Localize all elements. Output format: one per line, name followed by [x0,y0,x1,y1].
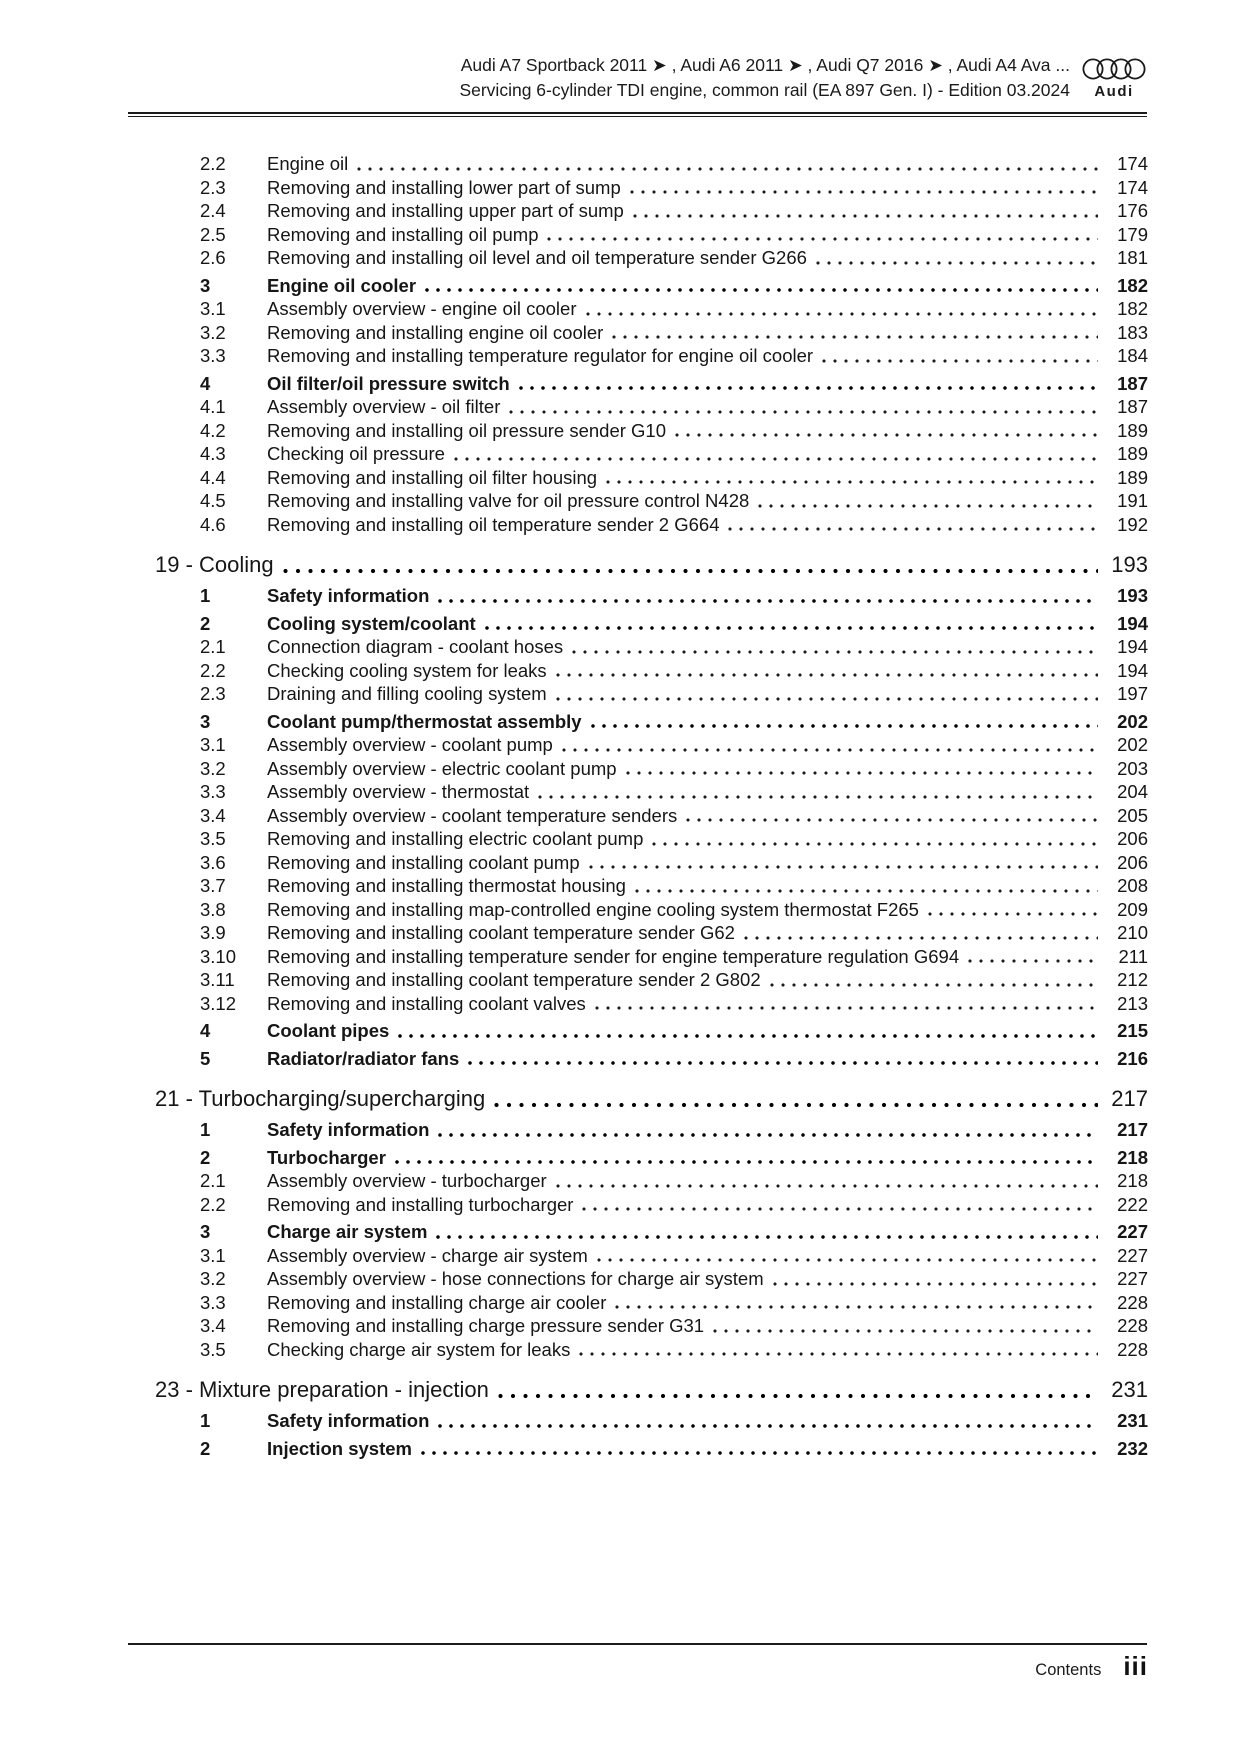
dot-leader [425,287,1098,293]
toc-entry-page: 194 [1117,636,1148,657]
toc-entry-number: 2.1 [200,1170,226,1191]
toc-entry-title: Checking cooling system for leaks [267,659,547,681]
dot-leader [556,1183,1098,1189]
toc-entry-page: 176 [1117,200,1148,221]
toc-entry-page: 174 [1117,176,1148,198]
toc-entry-title: 21 - Turbocharging/supercharging [155,1086,486,1111]
toc-entry-page: 194 [1117,612,1148,634]
toc-entry-page: 174 [1117,153,1148,174]
toc-row[interactable] [128,659,1148,683]
toc-entry-number: 2.3 [200,176,226,198]
toc-entry-page: 215 [1117,1020,1148,1041]
toc-row[interactable] [128,874,1148,898]
toc-entry-number: 3.2 [200,757,226,779]
toc-entry-page: 222 [1117,1193,1148,1215]
toc-entry-number: 3.1 [200,1244,226,1266]
toc-entry-title: Checking oil pressure [267,443,445,464]
toc-row[interactable] [128,442,1148,466]
toc-row[interactable] [128,584,1148,608]
toc-entry-page: 192 [1117,513,1148,535]
dot-leader [509,409,1098,415]
toc-entry-number: 2.2 [200,153,226,174]
dot-leader [822,358,1098,364]
dot-leader [398,1033,1098,1039]
dot-leader [773,1281,1098,1287]
toc-entry-number: 2 [200,612,211,634]
dot-leader [436,1234,1098,1240]
toc-row[interactable] [128,344,1148,368]
toc-entry-page: 217 [1111,1086,1148,1111]
toc-entry-page: 189 [1117,419,1148,441]
dot-leader [591,723,1098,729]
toc-entry-number: 2.3 [200,683,226,704]
toc-entry-number: 3 [200,274,211,296]
toc-entry-title: Engine oil cooler [267,274,417,296]
dot-leader [498,1393,1098,1399]
toc-entry-title: Removing and installing coolant valves [267,992,586,1014]
toc-entry-title: Removing and installing coolant temperature sender 2 G802 [267,969,761,990]
toc-entry-title: Assembly overview - oil filter [267,396,501,417]
toc-row[interactable] [128,945,1148,969]
dot-leader [612,334,1098,340]
toc-row[interactable] [128,372,1148,396]
dot-leader [633,213,1098,219]
toc-entry-page: 212 [1117,969,1148,990]
toc-entry-number: 1 [200,1119,211,1140]
audi-rings-icon [1080,56,1148,82]
toc-entry-title: Assembly overview - thermostat [267,781,530,802]
toc-entry-page: 208 [1117,875,1148,896]
toc-entry-title: Checking charge air system for leaks [267,1338,571,1360]
toc-row[interactable] [128,635,1148,659]
toc-row[interactable] [128,921,1148,945]
toc-row[interactable] [128,1437,1148,1461]
toc-entry-number: 3.6 [200,851,226,873]
toc-row[interactable] [128,682,1148,706]
toc-entry-number: 3.9 [200,922,226,943]
toc-entry-title: Connection diagram - coolant hoses [267,636,564,657]
toc-row[interactable] [128,489,1148,513]
toc-entry-title: Removing and installing charge air cooler [267,1291,607,1313]
toc-entry-number: 3.12 [200,992,237,1014]
dot-leader [626,770,1098,776]
toc-entry-page: 184 [1117,345,1148,366]
toc-entry-number: 3.3 [200,781,226,802]
toc-entry-number: 2.1 [200,636,226,657]
toc-entry-number: 2.2 [200,659,226,681]
dot-leader [582,1206,1098,1212]
toc-entry-title: Removing and installing electric coolant pump [267,828,644,849]
toc-row[interactable] [128,1084,1148,1114]
toc-row[interactable] [128,1146,1148,1170]
toc-entry-title: Oil filter/oil pressure switch [267,372,510,394]
toc-row[interactable] [128,1244,1148,1268]
toc-entry-title: Injection system [267,1437,412,1459]
toc-entry-title: Assembly overview - coolant temperature senders [267,804,678,826]
dot-leader [816,260,1098,266]
dot-leader [595,1005,1098,1011]
dot-leader [597,1257,1098,1263]
dot-leader [758,503,1098,509]
toc-entry-page: 194 [1117,659,1148,681]
dot-leader [519,385,1098,391]
toc-entry-title: Cooling system/coolant [267,612,476,634]
toc-entry-title: Removing and installing oil filter housing [267,466,598,488]
toc-row[interactable] [128,757,1148,781]
toc-entry-number: 3.11 [200,969,235,990]
toc-entry-title: Radiator/radiator fans [267,1047,460,1069]
toc-row[interactable] [128,321,1148,345]
toc-entry-number: 4.3 [200,443,226,464]
dot-leader [968,958,1098,964]
toc-entry-number: 3.5 [200,828,226,849]
footer-page-number: iii [1123,1651,1148,1681]
toc-entry-number: 3.1 [200,734,226,755]
toc-row[interactable] [128,1375,1148,1405]
toc-row[interactable] [128,612,1148,636]
toc-entry-title: Removing and installing engine oil cooler [267,321,604,343]
dot-leader [438,1132,1098,1138]
toc-entry-page: 189 [1117,443,1148,464]
toc-entry-number: 3.2 [200,1268,226,1289]
toc-entry-page: 193 [1111,552,1148,577]
toc-entry-number: 4 [200,1020,211,1041]
dot-leader [421,1450,1098,1456]
toc-entry-page: 182 [1117,298,1148,319]
toc-row[interactable] [128,968,1148,992]
dot-leader [615,1304,1098,1310]
dot-leader [630,189,1098,195]
toc-row[interactable] [128,733,1148,757]
toc-entry-number: 4.1 [200,396,226,417]
toc-entry-page: 216 [1117,1047,1148,1069]
toc-entry-title: Removing and installing temperature sender for engine temperature regulation G694 [267,945,960,967]
dot-leader [770,982,1098,988]
toc-entry-number: 1 [200,585,211,606]
toc-entry-page: 197 [1117,683,1148,704]
toc-entry-page: 205 [1117,804,1148,826]
toc-entry-title: Removing and installing charge pressure sender G31 [267,1315,705,1336]
toc-entry-title: 23 - Mixture preparation - injection [155,1377,489,1402]
toc-entry-title: Removing and installing valve for oil pressure control N428 [267,490,750,511]
toc-entry-number: 1 [200,1410,211,1431]
toc-entry-title: Safety information [267,585,430,606]
dot-leader [635,888,1098,894]
toc-row[interactable] [128,992,1148,1016]
toc-entry-page: 232 [1117,1437,1148,1459]
dot-leader [395,1159,1098,1165]
toc-entry-number: 3.8 [200,898,226,920]
toc-row[interactable] [128,395,1148,419]
dot-leader [357,166,1098,172]
toc-row[interactable] [128,1267,1148,1291]
toc-row[interactable] [128,1291,1148,1315]
toc-entry-page: 228 [1117,1291,1148,1313]
toc-row[interactable] [128,550,1148,580]
toc-entry-title: Removing and installing oil pressure sender G10 [267,419,666,441]
toc-entry-page: 182 [1117,274,1148,296]
toc-entry-page: 183 [1117,321,1148,343]
toc-entry-title: Removing and installing oil pump [267,223,539,245]
dot-leader [547,236,1098,242]
toc-entry-title: Engine oil [267,153,349,174]
toc-row[interactable] [128,827,1148,851]
footer-section-label: Contents [1035,1661,1102,1679]
toc-entry-number: 5 [200,1047,211,1069]
toc-entry-page: 227 [1117,1244,1148,1266]
toc-entry-title: Removing and installing lower part of sump [267,176,621,198]
toc-entry-title: Removing and installing oil level and oil temperature sender G266 [267,247,807,268]
toc-entry-page: 193 [1117,585,1148,606]
toc-list [128,152,1148,1460]
dot-leader [579,1351,1098,1357]
toc-entry-page: 203 [1117,757,1148,779]
dot-leader [556,696,1098,702]
toc-entry-page: 227 [1117,1221,1148,1242]
dot-leader [283,568,1098,574]
toc-entry-title: 19 - Cooling [155,552,274,577]
toc-row[interactable] [128,1338,1148,1362]
toc-row[interactable] [128,898,1148,922]
toc-entry-number: 3.4 [200,1315,226,1336]
toc-entry-number: 2 [200,1146,211,1168]
dot-leader [538,794,1098,800]
toc-row[interactable] [128,780,1148,804]
dot-leader [675,432,1098,438]
dot-leader [606,479,1098,485]
toc-entry-page: 206 [1117,828,1148,849]
dot-leader [928,911,1098,917]
toc-entry-number: 3.4 [200,804,226,826]
toc-entry-page: 204 [1117,781,1148,802]
toc-entry-page: 218 [1117,1146,1148,1168]
toc-row[interactable] [128,1409,1148,1433]
toc-row[interactable] [128,297,1148,321]
toc-entry-number: 2 [200,1437,211,1459]
dot-leader [572,649,1098,655]
toc-entry-title: Removing and installing thermostat housing [267,875,626,896]
dot-leader [589,864,1098,870]
toc-entry-title: Removing and installing oil temperature sender 2 G664 [267,513,720,535]
toc-row[interactable] [128,513,1148,537]
toc-row[interactable] [128,274,1148,298]
toc-entry-number: 2.2 [200,1193,226,1215]
toc-entry-page: 191 [1117,490,1148,511]
dot-leader [562,747,1098,753]
toc-entry-title: Assembly overview - engine oil cooler [267,298,577,319]
toc-row[interactable] [128,1118,1148,1142]
toc-entry-page: 228 [1117,1315,1148,1336]
dot-leader [744,935,1098,941]
toc-entry-page: 179 [1117,223,1148,245]
toc-entry-page: 187 [1117,372,1148,394]
dot-leader [586,311,1099,317]
toc-entry-page: 206 [1117,851,1148,873]
toc-entry-title: Safety information [267,1410,430,1431]
header-model-line: Audi A7 Sportback 2011 ➤ , Audi A6 2011 ➤ , Audi Q7 2016 ➤ , Audi A4 Ava ... [460,55,1070,75]
toc-row[interactable] [128,1019,1148,1043]
audi-wordmark: Audi [1094,83,1134,100]
toc-entry-number: 4 [200,372,211,394]
toc-entry-number: 3 [200,1221,211,1242]
dot-leader [454,456,1098,462]
header-document-title: Servicing 6-cylinder TDI engine, common rail (EA 897 Gen. I) - Edition 03.2024 [459,80,1070,100]
toc-entry-title: Removing and installing turbocharger [267,1193,574,1215]
dot-leader [713,1328,1098,1334]
toc-entry-title: Removing and installing coolant pump [267,851,580,873]
toc-row[interactable] [128,1193,1148,1217]
toc-row[interactable] [128,804,1148,828]
toc-entry-page: 202 [1117,734,1148,755]
toc-row[interactable] [128,152,1148,176]
toc-entry-number: 3.2 [200,321,226,343]
toc-row[interactable] [128,419,1148,443]
dot-leader [652,841,1098,847]
toc-entry-title: Safety information [267,1119,430,1140]
toc-entry-title: Turbocharger [267,1146,386,1168]
toc-entry-page: 210 [1117,922,1148,943]
toc-row[interactable] [128,1047,1148,1071]
page-header [128,53,1148,103]
toc-entry-number: 3.1 [200,298,226,319]
toc-entry-title: Coolant pump/thermostat assembly [267,710,582,732]
brand-logo [1080,56,1148,100]
toc-entry-number: 3.10 [200,945,237,967]
toc-entry-page: 217 [1117,1119,1148,1140]
toc-entry-page: 209 [1117,898,1148,920]
toc-entry-page: 187 [1117,396,1148,417]
toc-entry-page: 231 [1111,1377,1148,1402]
toc-entry-page: 211 [1118,945,1148,967]
toc-entry-number: 3 [200,710,211,732]
toc-entry-number: 2.5 [200,223,226,245]
dot-leader [686,817,1098,823]
page-footer [128,1650,1148,1682]
toc-entry-title: Assembly overview - charge air system [267,1244,588,1266]
toc-row[interactable] [128,223,1148,247]
toc-row[interactable] [128,246,1148,270]
toc-row[interactable] [128,1220,1148,1244]
dot-leader [485,625,1098,631]
dot-leader [728,526,1098,532]
toc-entry-page: 231 [1117,1410,1148,1431]
toc-entry-title: Removing and installing temperature regulator for engine oil cooler [267,345,814,366]
toc-entry-number: 3.3 [200,345,226,366]
footer-divider [128,1643,1147,1645]
toc-entry-number: 2.4 [200,200,226,221]
toc-row[interactable] [128,199,1148,223]
toc-entry-page: 181 [1117,247,1148,268]
dot-leader [556,672,1098,678]
toc-entry-number: 3.5 [200,1338,226,1360]
toc-row[interactable] [128,851,1148,875]
toc-entry-number: 4.4 [200,466,226,488]
toc-entry-title: Assembly overview - coolant pump [267,734,553,755]
toc-entry-number: 2.6 [200,247,226,268]
toc-entry-number: 3.7 [200,875,226,896]
toc-row[interactable] [128,1314,1148,1338]
toc-entry-number: 4.5 [200,490,226,511]
dot-leader [468,1060,1098,1066]
dot-leader [494,1102,1098,1108]
toc-entry-number: 4.2 [200,419,226,441]
header-divider [128,112,1147,117]
dot-leader [438,1423,1098,1429]
toc-entry-page: 213 [1117,992,1148,1014]
toc-row[interactable] [128,176,1148,200]
toc-row[interactable] [128,710,1148,734]
toc-entry-title: Removing and installing upper part of sump [267,200,624,221]
toc-entry-title: Coolant pipes [267,1020,390,1041]
toc-entry-title: Assembly overview - electric coolant pump [267,757,617,779]
toc-entry-page: 189 [1117,466,1148,488]
toc-entry-title: Removing and installing coolant temperature sender G62 [267,922,735,943]
toc-entry-number: 3.3 [200,1291,226,1313]
toc-entry-title: Assembly overview - turbocharger [267,1170,547,1191]
toc-entry-page: 218 [1117,1170,1148,1191]
dot-leader [438,598,1098,604]
toc-entry-title: Removing and installing map-controlled engine cooling system thermostat F265 [267,898,919,920]
toc-entry-number: 4.6 [200,513,226,535]
toc-entry-title: Draining and filling cooling system [267,683,547,704]
toc-entry-page: 202 [1117,710,1148,732]
toc-entry-title: Assembly overview - hose connections for charge air system [267,1268,764,1289]
toc-entry-title: Charge air system [267,1221,428,1242]
toc-row[interactable] [128,1169,1148,1193]
toc-row[interactable] [128,466,1148,490]
toc-entry-page: 228 [1117,1338,1148,1360]
toc-entry-page: 227 [1117,1268,1148,1289]
